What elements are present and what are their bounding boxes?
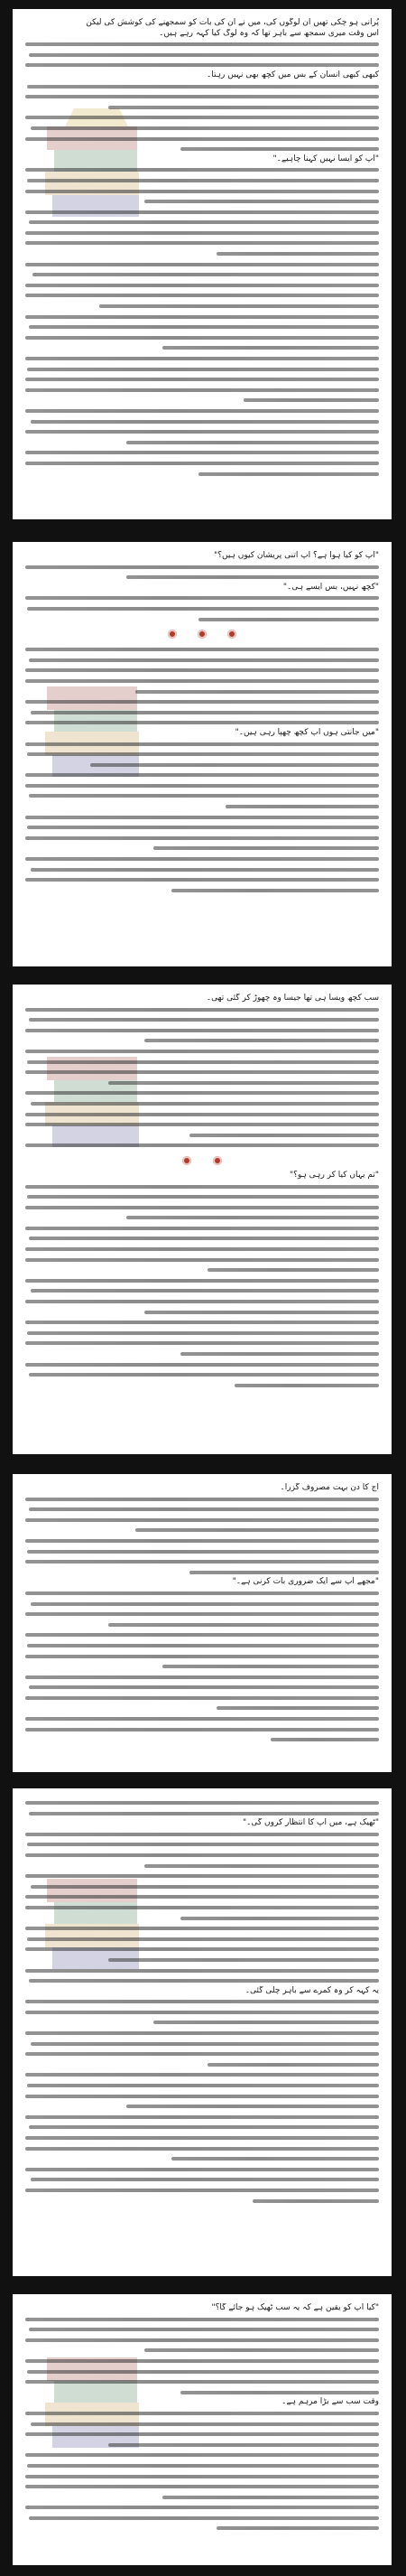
text-line <box>25 1202 379 1213</box>
text-line <box>25 207 379 218</box>
page-2-line-1: "آپ کو کیا ہوا ہے؟ آپ اتنی پریشان کیوں ہیں؟" <box>214 551 379 560</box>
text-line <box>25 332 379 343</box>
text-line <box>25 1067 379 1078</box>
text-line <box>25 1035 379 1046</box>
page-5-line-2: یہ کہہ کر وہ کمرے سے باہر چلی گئی۔ <box>245 1985 379 1995</box>
text-line <box>25 416 379 427</box>
text-line <box>25 717 379 728</box>
text-line <box>25 2419 379 2430</box>
text-line <box>25 1944 379 1955</box>
text-line <box>25 572 379 583</box>
text-line <box>25 770 379 780</box>
text-line <box>25 1515 379 1526</box>
text-line <box>25 353 379 364</box>
text-line <box>25 760 379 770</box>
text-line <box>25 406 379 416</box>
text-line <box>25 1130 379 1141</box>
text-line <box>25 2460 379 2471</box>
text-line <box>25 2028 379 2039</box>
text-line <box>25 644 379 655</box>
text-line <box>25 1640 379 1651</box>
text-line <box>25 1861 379 1871</box>
text-line <box>25 843 379 854</box>
page-3-line-1: سب کچھ ویسا ہی تھا جیسا وہ چھوڑ کر گئی تھی۔ <box>206 994 379 1003</box>
text-line <box>25 2039 379 2049</box>
text-line <box>25 364 379 375</box>
text-line <box>25 1839 379 1850</box>
text-line <box>25 2471 379 2482</box>
text-line <box>25 280 379 291</box>
section-divider <box>25 624 379 644</box>
text-line <box>25 426 379 437</box>
text-line <box>25 1672 379 1683</box>
text-line <box>25 1881 379 1892</box>
text-line <box>25 854 379 864</box>
page-6-line-2: وقت سب سے بڑا مرہم ہے۔ <box>281 2397 379 2407</box>
text-line <box>25 134 379 145</box>
text-line <box>25 228 379 238</box>
document-page-2 <box>13 542 392 966</box>
text-line <box>25 2513 379 2524</box>
text-line <box>25 603 379 614</box>
text-line <box>25 1140 379 1151</box>
text-line <box>25 2049 379 2059</box>
text-line <box>25 1359 379 1370</box>
text-line <box>25 2523 379 2534</box>
text-line <box>25 1734 379 1745</box>
text-line <box>25 1567 379 1578</box>
text-line <box>25 2185 379 2196</box>
text-line <box>25 1535 379 1546</box>
text-line <box>25 1902 379 1913</box>
text-line <box>25 885 379 896</box>
page-6-line-1: "کیا آپ کو یقین ہے کہ یہ سب ٹھیک ہو جائے گا؟" <box>211 2303 379 2312</box>
text-line <box>25 2122 379 2133</box>
text-line <box>25 833 379 844</box>
text-line <box>25 801 379 812</box>
text-line <box>25 447 379 458</box>
text-line <box>25 259 379 270</box>
text-line <box>25 655 379 666</box>
text-line <box>25 593 379 603</box>
page-1-body <box>25 18 379 479</box>
text-line <box>25 102 379 113</box>
text-line <box>25 1338 379 1349</box>
text-line <box>25 2324 379 2335</box>
page-1-line-1: پُرانی ہو چکی تھیں ان لوگوں کی، میں نے ان کی بات کو سمجھنے کی کوشش کی لیکن <box>86 18 379 27</box>
text-line <box>25 1504 379 1515</box>
text-line <box>25 1265 379 1275</box>
text-line <box>25 780 379 791</box>
text-line <box>25 1004 379 1015</box>
text-line <box>25 81 379 92</box>
text-line <box>25 822 379 833</box>
text-line <box>25 2112 379 2123</box>
text-line <box>25 39 379 50</box>
text-line <box>25 2429 379 2440</box>
text-line <box>25 2174 379 2185</box>
text-line <box>25 2366 379 2377</box>
text-line <box>25 2017 379 2028</box>
text-line <box>25 2440 379 2450</box>
document-page-6 <box>13 2294 392 2565</box>
text-line <box>25 1713 379 1724</box>
text-line <box>25 2356 379 2366</box>
text-line <box>25 342 379 353</box>
text-line <box>25 1109 379 1120</box>
text-line <box>25 1546 379 1557</box>
text-line <box>25 696 379 707</box>
text-line <box>25 1181 379 1192</box>
text-line <box>25 60 379 70</box>
text-line <box>25 1588 379 1599</box>
text-line <box>25 1380 379 1391</box>
page-2-line-2: "کچھ نہیں، بس ایسے ہی۔" <box>282 582 379 592</box>
text-line <box>25 1191 379 1202</box>
text-line <box>25 1724 379 1735</box>
text-line <box>25 2408 379 2419</box>
text-line <box>25 2387 379 2398</box>
text-line <box>25 1025 379 1036</box>
text-line <box>25 676 379 686</box>
text-line <box>25 217 379 228</box>
text-line <box>25 196 379 207</box>
text-line <box>25 123 379 134</box>
text-line <box>25 2069 379 2080</box>
text-line <box>25 1599 379 1610</box>
text-line <box>25 790 379 801</box>
text-line <box>25 2335 379 2346</box>
text-line <box>25 1119 379 1130</box>
text-line <box>25 2101 379 2112</box>
document-page-3 <box>13 985 392 1454</box>
text-line <box>25 1014 379 1025</box>
text-line <box>25 301 379 312</box>
text-line <box>25 2143 379 2154</box>
text-line <box>25 395 379 406</box>
text-line <box>25 437 379 448</box>
text-line <box>25 164 379 175</box>
text-line <box>25 1328 379 1339</box>
text-line <box>25 1296 379 1307</box>
text-line <box>25 1223 379 1234</box>
flower-ornament-icon <box>168 630 177 639</box>
text-line <box>25 1244 379 1255</box>
text-line <box>25 374 379 385</box>
text-line <box>25 1871 379 1881</box>
text-line <box>25 1693 379 1703</box>
text-line <box>25 1233 379 1244</box>
text-line <box>25 1923 379 1934</box>
text-line <box>25 1275 379 1286</box>
text-line <box>25 175 379 186</box>
text-line <box>25 812 379 823</box>
text-line <box>25 91 379 102</box>
text-line <box>25 1975 379 1986</box>
section-divider <box>25 1151 379 1171</box>
text-line <box>25 1996 379 2007</box>
text-line <box>25 1087 379 1098</box>
text-line <box>25 1913 379 1924</box>
page-1-line-2: اُس وقت میری سمجھ سے باہر تھا کہ وہ لوگ کیا کہہ رہے ہیں۔ <box>159 28 379 38</box>
text-line <box>25 2314 379 2325</box>
text-line <box>25 2481 379 2492</box>
text-line <box>25 749 379 760</box>
flower-ornament-icon <box>227 630 236 639</box>
flower-ornament-icon <box>198 630 207 639</box>
page-2-line-3: "میں جانتی ہوں آپ کچھ چھپا رہی ہیں۔" <box>235 727 379 737</box>
text-line <box>25 269 379 280</box>
text-line <box>25 739 379 750</box>
text-line <box>25 385 379 396</box>
text-line <box>25 238 379 248</box>
text-line <box>25 1682 379 1693</box>
text-line <box>25 1651 379 1662</box>
text-line <box>25 2059 379 2070</box>
text-line <box>25 2345 379 2356</box>
text-line <box>25 1619 379 1630</box>
text-line <box>25 1965 379 1976</box>
text-line <box>25 1098 379 1109</box>
text-line <box>25 1829 379 1840</box>
page-4-line-2: "مجھے آپ سے ایک ضروری بات کرنی ہے۔" <box>232 1577 379 1587</box>
text-line <box>25 1808 379 1819</box>
text-line <box>25 614 379 625</box>
text-line <box>25 2153 379 2164</box>
page-5-line-1: "ٹھیک ہے، میں آپ کا انتظار کروں گی۔" <box>242 1818 379 1828</box>
text-line <box>25 1046 379 1057</box>
text-line <box>25 1057 379 1068</box>
text-line <box>25 248 379 259</box>
text-line <box>25 469 379 480</box>
text-line <box>25 874 379 885</box>
text-line <box>25 1349 379 1359</box>
text-line <box>25 1556 379 1567</box>
text-line <box>25 1494 379 1505</box>
text-line <box>25 186 379 197</box>
text-line <box>25 864 379 875</box>
page-3-line-2: "تم یہاں کیا کر رہی ہو؟" <box>289 1170 379 1180</box>
text-line <box>25 2450 379 2460</box>
document-page-1 <box>13 9 392 519</box>
text-line <box>25 1525 379 1535</box>
text-line <box>25 290 379 301</box>
text-line <box>25 1285 379 1296</box>
text-line <box>25 1078 379 1088</box>
text-line <box>25 1629 379 1640</box>
text-line <box>25 2007 379 2018</box>
text-line <box>25 2091 379 2102</box>
page-1-line-3: کبھی کبھی انسان کے بس میں کچھ بھی نہیں رہتا۔ <box>207 70 379 79</box>
text-line <box>25 1369 379 1380</box>
text-line <box>25 1955 379 1965</box>
text-line <box>25 1307 379 1318</box>
text-line <box>25 2502 379 2513</box>
text-line <box>25 2492 379 2503</box>
text-line <box>25 1212 379 1223</box>
text-line <box>25 562 379 573</box>
text-line <box>25 1934 379 1945</box>
text-line <box>25 2196 379 2207</box>
text-line <box>25 1317 379 1328</box>
text-line <box>25 1891 379 1902</box>
flower-ornament-icon <box>213 1156 222 1165</box>
text-line <box>25 2133 379 2143</box>
text-line <box>25 458 379 469</box>
flower-ornament-icon <box>182 1156 191 1165</box>
text-line <box>25 50 379 61</box>
text-line <box>25 112 379 123</box>
text-line <box>25 1255 379 1265</box>
text-line <box>25 1661 379 1672</box>
document-page-4 <box>13 1474 392 1772</box>
document-page-5 <box>13 1788 392 2276</box>
text-line <box>25 1609 379 1619</box>
text-line <box>25 1850 379 1861</box>
text-line <box>25 2080 379 2091</box>
text-line <box>25 322 379 332</box>
text-line <box>25 707 379 718</box>
text-line <box>25 1797 379 1808</box>
text-line <box>25 686 379 697</box>
text-line <box>25 665 379 676</box>
text-line <box>25 2164 379 2175</box>
page-4-line-1: آج کا دن بہت مصروف گزرا۔ <box>280 1483 379 1492</box>
text-line <box>25 1703 379 1713</box>
text-line <box>25 2376 379 2387</box>
page-1-line-4: "آپ کو ایسا نہیں کہنا چاہیے۔" <box>272 154 379 163</box>
text-line <box>25 312 379 322</box>
text-line <box>25 144 379 154</box>
